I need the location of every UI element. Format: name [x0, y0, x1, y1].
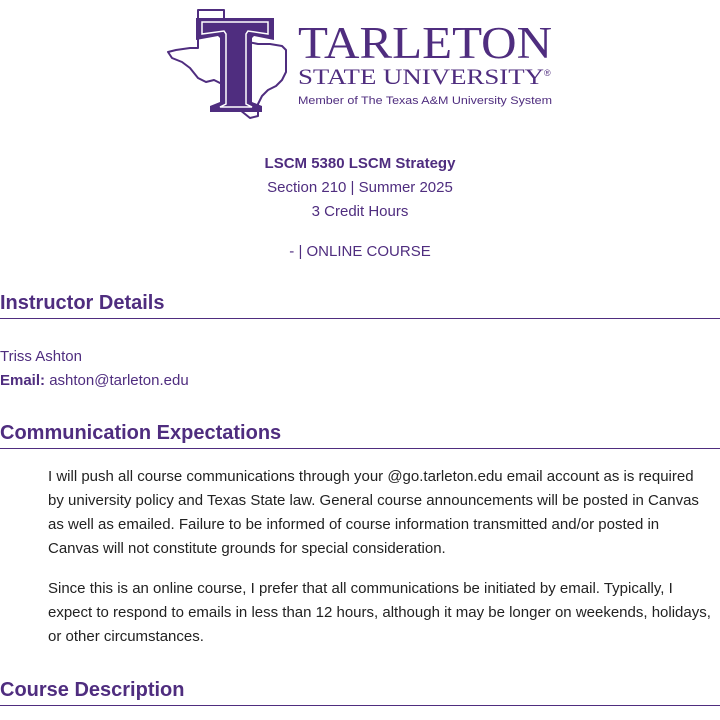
instructor-name: Triss Ashton: [0, 348, 82, 365]
communication-paragraph-1: I will push all course communications through your @go.tarleton.edu email account as is required by university policy and Texas State law. General course announcements will be posted in Canvas as well as emailed. Failure to be informed of course information transmitted and/or posted in Canvas will not constitute grounds for special consideration.: [48, 468, 699, 557]
logo-name-line2: STATE UNIVERSITY: [298, 64, 545, 89]
logo-registered-mark: ®: [544, 68, 551, 78]
communication-paragraph-2: Since this is an online course, I prefer that all communications be initiated by email. Typically, I expect to respond to emails in less than 12 hours, although it may be longer on weekends, holidays, or other circumstances.: [48, 580, 711, 645]
course-header: [0, 152, 720, 264]
course-format-prefix: - |: [289, 243, 303, 260]
block-t-icon: [196, 18, 274, 112]
course-title: LSCM 5380 LSCM Strategy: [264, 155, 456, 172]
logo-tagline: Member of The Texas A&M University System: [298, 95, 552, 107]
course-description-heading: Course Description: [0, 677, 720, 706]
course-section: Section 210 | Summer 2025: [267, 179, 453, 196]
instructor-details-heading: Instructor Details: [0, 290, 720, 319]
course-credits: 3 Credit Hours: [311, 203, 409, 220]
instructor-block: [0, 345, 189, 393]
logo-name-line1: TARLETON: [298, 18, 552, 68]
course-format: [0, 240, 720, 264]
communication-expectations-heading: Communication Expectations: [0, 420, 720, 449]
tarleton-logo: [166, 6, 556, 122]
instructor-email-row: [0, 369, 189, 393]
course-format-label: ONLINE COURSE: [306, 243, 431, 260]
email-label: Email:: [0, 372, 46, 389]
instructor-email-link[interactable]: ashton@tarleton.edu: [49, 372, 189, 389]
